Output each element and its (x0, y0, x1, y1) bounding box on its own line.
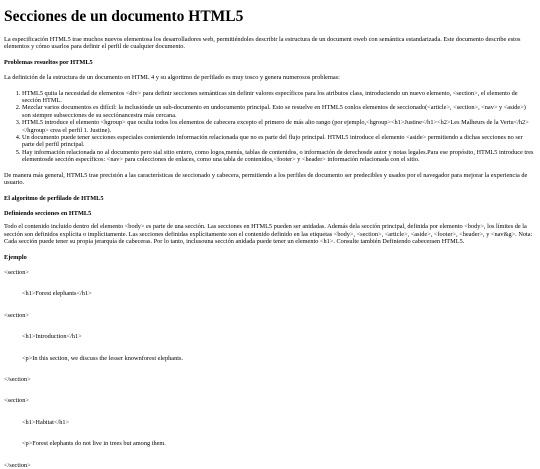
list-item: 1. HTML5 quita la necesidad de elementos <div> para definir secciones semánticas sin definir valores específicos para los atributos class, introduciendo un nuevo elemento, <section>, el elemento de sección HTML. (22, 90, 536, 105)
code-line: <section> (4, 311, 29, 319)
sections-heading: Definiendo secciones en HTML5 (4, 209, 92, 217)
list-item: 5. Hay información relacionada no al documento pero sial sitio entero, como logos,menús, tablas de contenidos, o información de derechosde autor y notas legales.Para ese propósito, HTML5 introduce tres elementosde sección específicos: <nav> para colecciones de enlaces, como una tabla de contenidos,<footer> y <header> información relacionada con el sitio. (22, 149, 536, 164)
code-line: <h1>Habitat</h1> (22, 418, 70, 426)
problems-list (4, 90, 536, 164)
list-item: 4. Un documento puede tener secciones especiales conteniendo información relacionada que no es parte del flujo principal. HTML5 introduce el elemento <aside> permitiendo a dichas secciones no ser parte del perfil principal. (22, 134, 536, 149)
code-line: <h1>Introduction</h1> (22, 333, 82, 341)
code-line: <section> (4, 268, 29, 276)
summary-paragraph: De manera más general, HTML5 trae precisión a las características de seccionado y cabecera, permitiendo a los perfiles de documento ser predecibles y usados por el navegador para mejorar la experiencia de usuario. (4, 171, 528, 187)
code-line: <section> (4, 397, 29, 405)
list-item: 3. HTML5 introduce el elemento <hgroup> que oculta todos los elementos de cabecera excepto el primero de más alto rango (por ejemplo,<hgroup><h1>Justine</h1><h2>Les Malheurs de la Vertu</h2></hgroup> crea el perfil 1. Justine). (22, 119, 536, 134)
code-line: </section> (4, 375, 31, 383)
problems-intro: La definición de la estructura de un documento en HTML 4 y su algoritmo de perfilado es muy tosco y genera numerosos problemas: (4, 74, 340, 82)
example-heading: Ejemplo (4, 253, 27, 261)
page-title: Secciones de un documento HTML5 (4, 8, 244, 25)
code-line: <p>In this section, we discuss the lesser knownforest elephants. (22, 354, 183, 362)
code-line: <h1>Forest elephants</h1> (22, 290, 92, 298)
code-example (4, 269, 536, 469)
problems-heading: Problemas resueltos por HTML5 (4, 58, 93, 66)
algorithm-heading: El algoritmo de perfilado de HTML5 (4, 194, 104, 202)
list-item: 2. Mezclar varios documentos es difícil: la inclusiónde un sub-documento en undocumento principal. Esto se resuelve en HTML5 conlos elementos de seccionado(<article>, <section>, <nav> y <aside>) son siempre subsecciones de su secciónancestra más cercana. (22, 104, 536, 119)
code-line: <p>Forest elephants do not live in trees but among them. (22, 440, 166, 448)
sections-paragraph: Todo el contenido incluido dentro del elemento <body> es parte de una sección. Las secciones en HTML5 pueden ser anidadas. Además dela sección principal, definida por elemento <body>, los límites de la sección son definidos explícita o implícitamente. Las secciones definidas explícitamente son el contenido definido en las etiquetas <body>, <section>, <article>, <aside>, <footer>, <header>, y <nav&g>. Nota: Cada sección puede tener su propia jerarquía de cabeceras. Por lo tanto, inclusouna sección anidada puede tener un elemento <h1>. Consulte también Definiendo cabeceraen HTML5. (4, 223, 533, 246)
code-line: </section> (4, 461, 31, 469)
intro-paragraph: La especificación HTML5 trae muchos nuevos elementosa los desarrolladores web, permitiéndoles describir la estructura de un document oweb con semántica estandarizada. Este documento describe estos elementos y cómo usarlos para definir el perfil de cualquier documento. (4, 36, 521, 51)
